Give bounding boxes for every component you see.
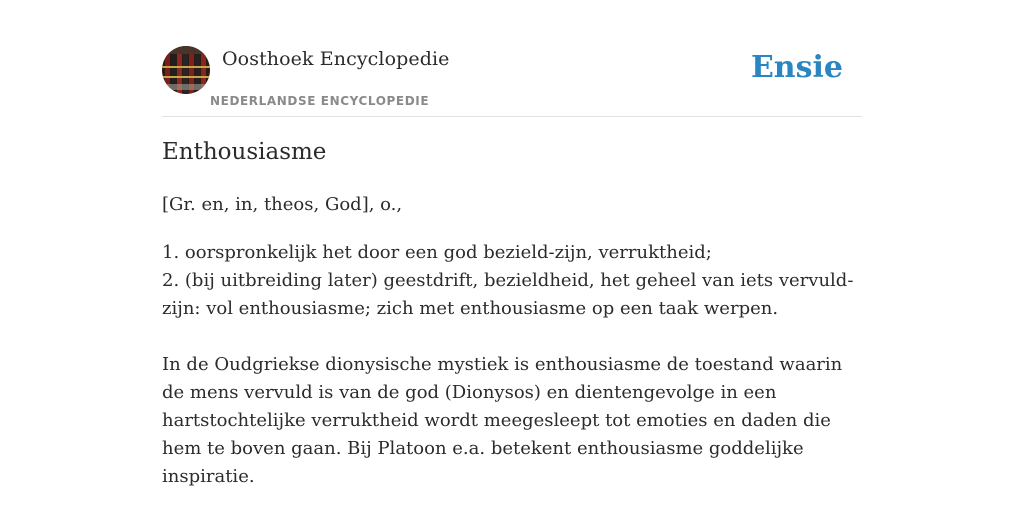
entry-title: Enthousiasme — [162, 139, 327, 165]
avatar-image — [162, 46, 210, 94]
entry-etymology: [Gr. en, in, theos, God], o., — [162, 194, 403, 215]
site-subtitle: NEDERLANDSE ENCYCLOPEDIE — [210, 94, 430, 108]
definition-1: 1. oorspronkelijk het door een god bezield-zijn, verruktheid; — [162, 242, 712, 263]
paragraph-spacer — [162, 323, 862, 351]
brand-logo[interactable]: Ensie — [750, 50, 843, 85]
entry-body — [162, 239, 862, 491]
site-header — [162, 46, 862, 117]
encyclopedia-books-icon[interactable] — [162, 46, 210, 94]
definition-2: 2. (bij uitbreiding later) geestdrift, bezieldheid, het geheel van iets vervuld-zijn: vol enthousiasme; zich met enthousiasme op een taak werpen. — [162, 270, 854, 319]
site-title[interactable]: Oosthoek Encyclopedie — [222, 48, 450, 70]
entry-paragraph: In de Oudgriekse dionysische mystiek is enthousiasme de toestand waarin de mens vervuld is van de god (Dionysos) en dientengevolge in een hartstochtelijke verruktheid wordt meegesleept tot emoties en daden die hem te boven gaan. Bij Platoon e.a. betekent enthousiasme goddelijke inspiratie. — [162, 354, 843, 487]
